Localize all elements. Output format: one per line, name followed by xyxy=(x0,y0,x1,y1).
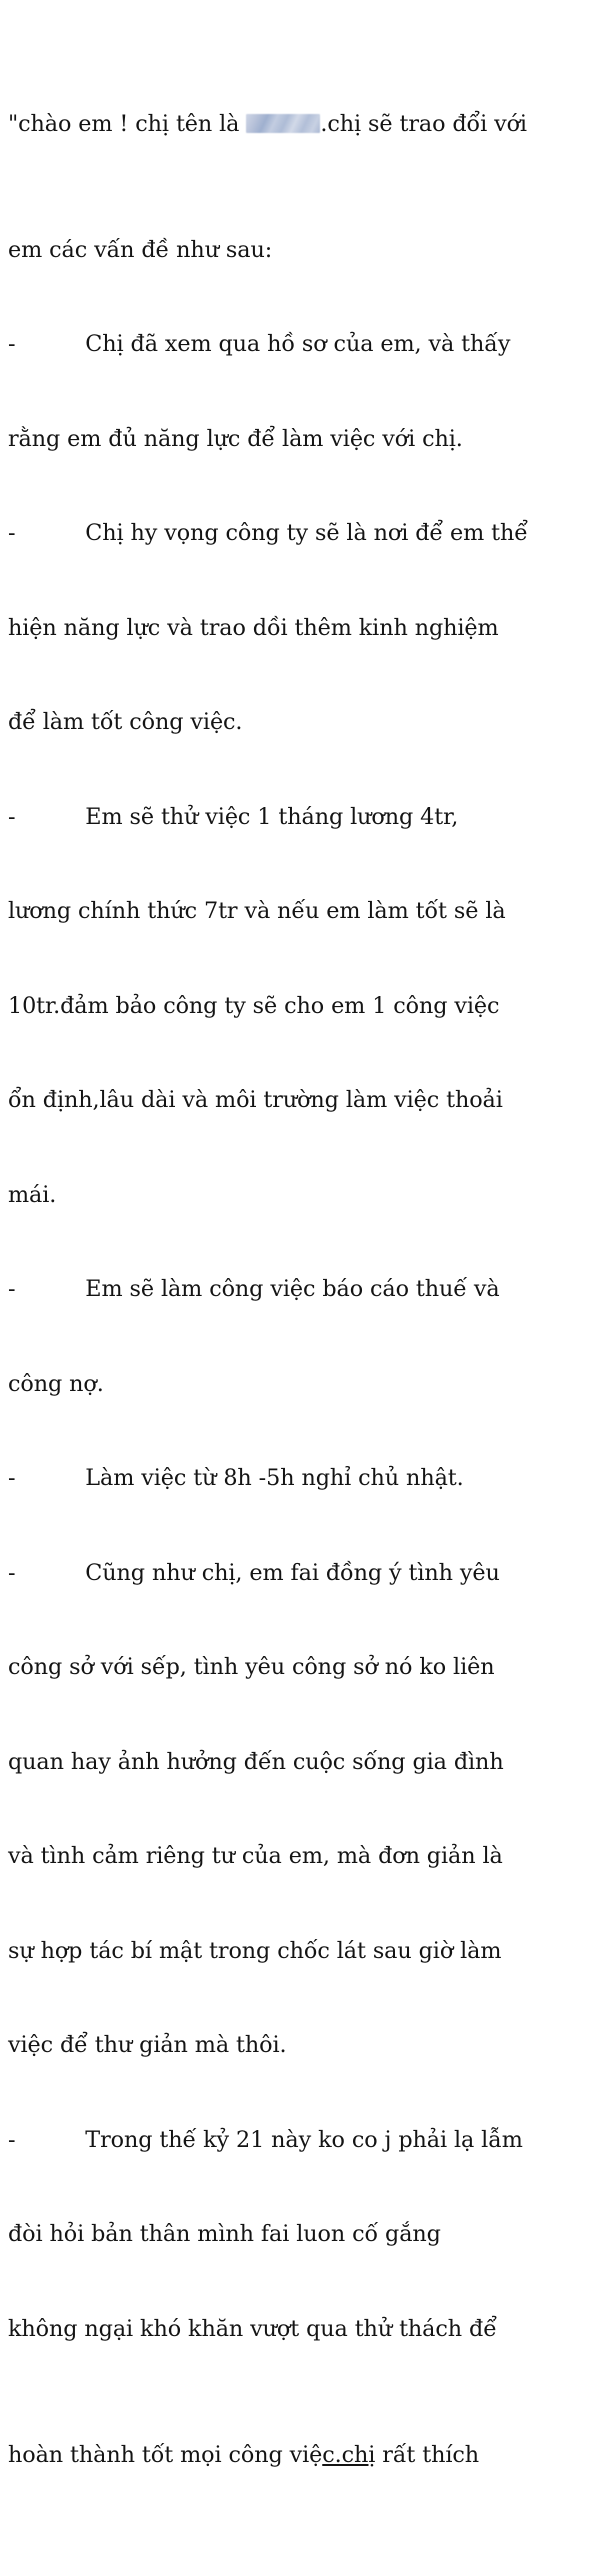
text-line: để làm tốt công việc. xyxy=(8,709,243,735)
line-text-tail: rất thích xyxy=(375,2441,480,2468)
text-line: em các vấn đề như sau: xyxy=(8,236,273,263)
line-text: "chào em ! chị tên là xyxy=(8,110,247,137)
text-line: rằng em đủ năng lực để làm việc với chị. xyxy=(8,425,463,452)
text-line: không ngại khó khăn vượt qua thử thách để xyxy=(8,2315,497,2342)
text-line: - Em sẽ làm công việc báo cáo thuế và xyxy=(8,1276,500,1302)
text-line: việc để thư giản mà thôi. xyxy=(8,2032,287,2058)
text-line: công sở với sếp, tình yêu công sở nó ko liên xyxy=(8,1654,495,1680)
text-line: - Chị hy vọng công ty sẽ là nơi để em thể xyxy=(8,520,528,546)
text-line: đòi hỏi bản thân mình fai luon cố gắng xyxy=(8,2221,441,2247)
line-text: hoàn thành tốt mọi công việ xyxy=(8,2441,323,2468)
text-line: - Làm việc từ 8h -5h nghỉ chủ nhật. xyxy=(8,1465,464,1491)
text-line: sự hợp tác bí mật trong chốc lát sau giờ làm xyxy=(8,1937,502,1964)
text-line: - Em sẽ thử việc 1 tháng lương 4tr, xyxy=(8,803,459,830)
text-line: hiện năng lực và trao dồi thêm kinh nghiệm xyxy=(8,614,499,641)
underlined-text: c.chị xyxy=(322,2441,376,2468)
text-line: mái. xyxy=(8,1181,57,1208)
text-line: - Trong thế kỷ 21 này ko co j phải lạ lẫm xyxy=(8,2126,523,2153)
text-line: và tình cảm riêng tư của em, mà đơn giản là xyxy=(8,1843,503,1869)
text-line: công nợ. xyxy=(8,1370,104,1397)
line-text-tail: .chị sẽ trao đổi với xyxy=(320,110,527,137)
text-line: - Cũng như chị, em fai đồng ý tình yêu xyxy=(8,1559,500,1586)
text-line-last xyxy=(8,2440,590,2472)
text-line: ổn định,lâu dài và môi trường làm việc thoải xyxy=(8,1087,503,1113)
text-line: lương chính thức 7tr và nếu em làm tốt sẽ là xyxy=(8,898,506,924)
text-line xyxy=(8,109,590,141)
text-line: - Chị đã xem qua hồ sơ của em, và thấy xyxy=(8,331,511,357)
document-body xyxy=(8,14,590,2566)
text-line: 10tr.đảm bảo công ty sẽ cho em 1 công việc xyxy=(8,992,500,1019)
redacted-name-blur xyxy=(246,114,320,133)
text-line: quan hay ảnh hưởng đến cuộc sống gia đình xyxy=(8,1748,504,1775)
